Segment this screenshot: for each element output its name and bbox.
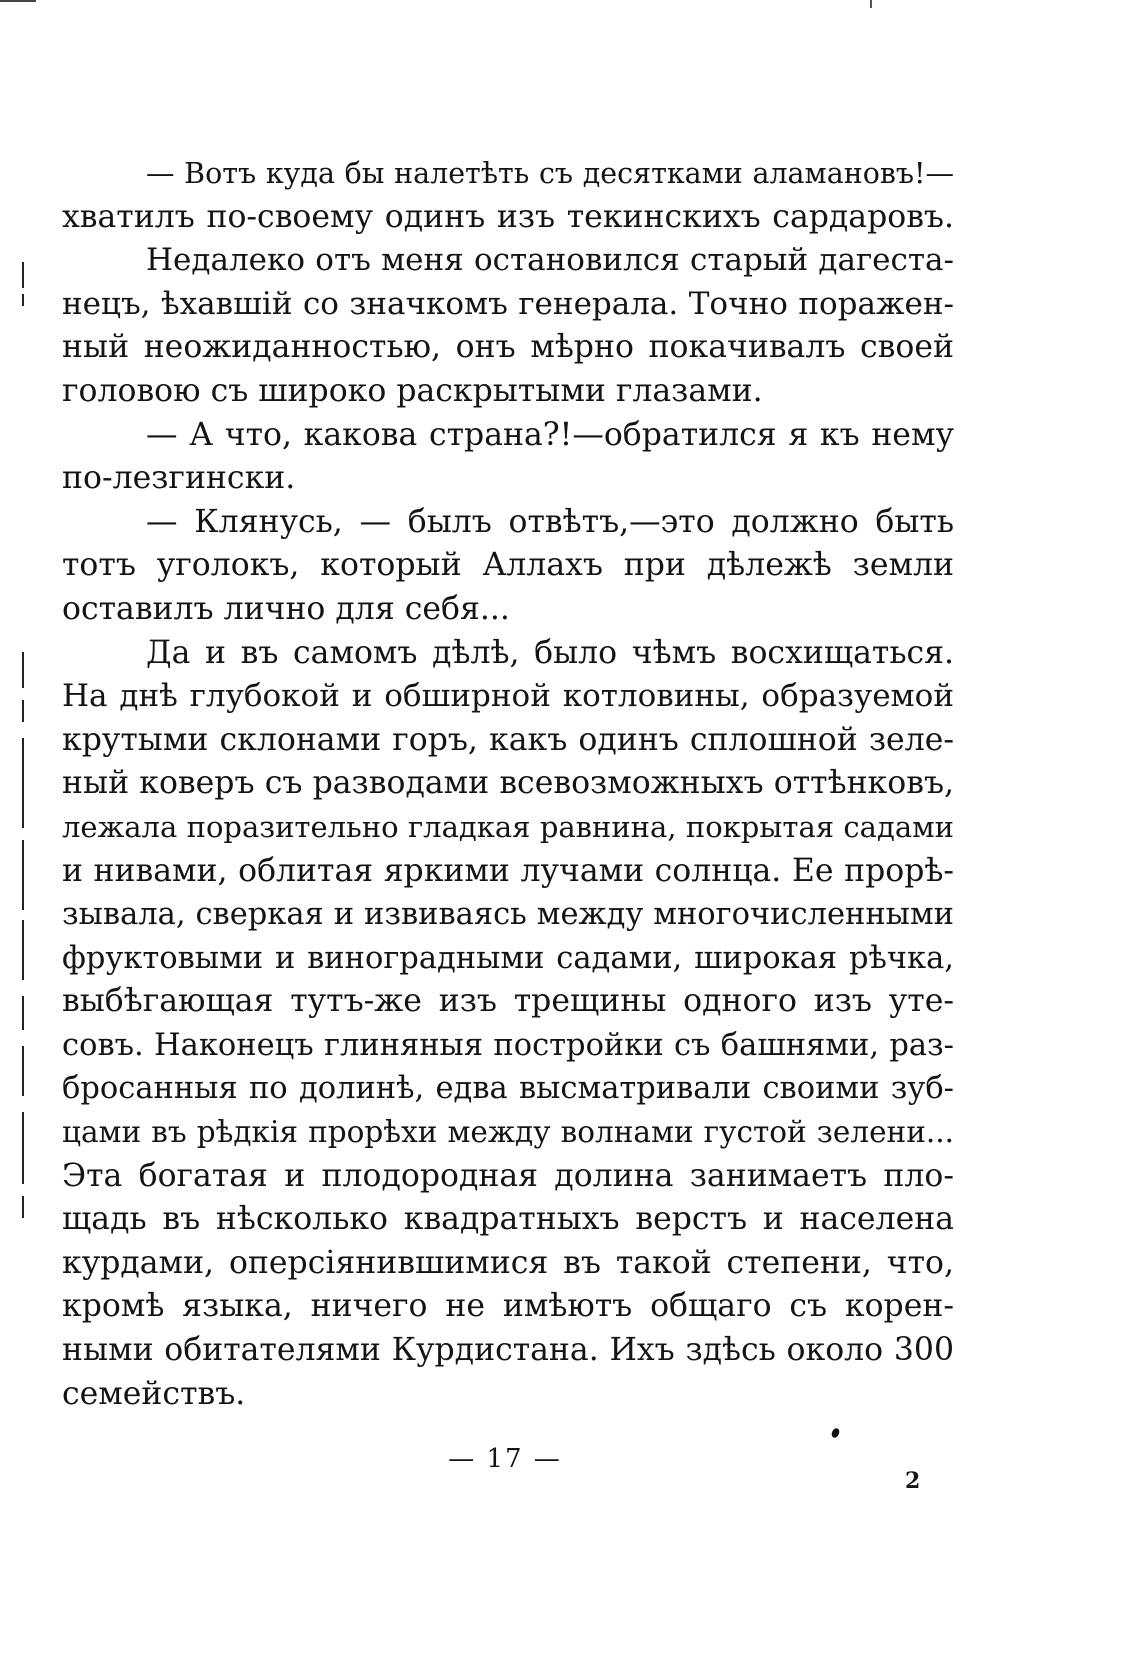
text-line: зывала, сверкая и извиваясь между многочисленными xyxy=(62,897,954,933)
text-line: совъ. Наконецъ глиняныя постройки съ башнями, раз- xyxy=(62,1027,954,1063)
text-line: и нивами, облитая яркими лучами солнца. Ее прорѣ- xyxy=(62,852,954,889)
text-line: курдами, оперсіянившимися въ такой степени, что, xyxy=(62,1244,954,1281)
text-line: оставилъ лично для себя... xyxy=(62,590,510,627)
body-text xyxy=(62,152,954,1416)
ink-dot xyxy=(830,1427,841,1439)
top-mark xyxy=(870,0,872,8)
text-line: выбѣгающая тутъ-же изъ трещины одного изъ уте- xyxy=(62,983,954,1020)
text-line: цами въ рѣдкія прорѣхи между волнами густой зелени... xyxy=(62,1115,954,1150)
margin-mark xyxy=(22,738,24,828)
signature-mark: 2 xyxy=(905,1468,921,1494)
text-line: ный коверъ съ разводами всевозможныхъ оттѣнковъ, xyxy=(62,765,954,802)
margin-mark xyxy=(22,840,24,910)
text-line: тотъ уголокъ, который Аллахъ при дѣлежѣ земли xyxy=(62,547,954,584)
text-line: На днѣ глубокой и обширной котловины, образуемой xyxy=(62,678,954,715)
page-number: — 17 — xyxy=(448,1444,562,1474)
text-line: по-лезгински. xyxy=(62,460,296,497)
text-line: ный неожиданностью, онъ мѣрно покачивалъ своей xyxy=(62,329,954,366)
margin-mark xyxy=(22,652,24,688)
text-line: Недалеко отъ меня остановился старый дагеста- xyxy=(146,242,954,279)
text-line: ными обитателями Курдистана. Ихъ здѣсь около 300 xyxy=(62,1332,954,1369)
margin-mark xyxy=(22,294,24,306)
margin-mark xyxy=(22,1046,24,1096)
text-line: Да и въ самомъ дѣлѣ, было чѣмъ восхищаться. xyxy=(146,634,954,671)
text-line: лежала поразительно гладкая равнина, покрытая садами xyxy=(62,809,954,844)
text-line: щадь въ нѣсколько квадратныхъ верстъ и населена xyxy=(62,1201,954,1238)
text-line: — Клянусь, — былъ отвѣтъ,—это должно быть xyxy=(146,503,954,540)
text-line: нецъ, ѣхавшій со значкомъ генерала. Точно поражен- xyxy=(62,285,954,322)
margin-mark xyxy=(22,262,24,288)
margin-mark xyxy=(22,700,24,722)
margin-mark xyxy=(22,1196,24,1218)
margin-mark xyxy=(22,1112,24,1184)
top-rule xyxy=(0,0,36,2)
text-line: — Вотъ куда бы налетѣть съ десятками аламановъ!— xyxy=(146,157,954,190)
text-line: — А что, какова страна?!—обратился я къ нему xyxy=(146,416,954,453)
text-line: головою съ широко раскрытыми глазами. xyxy=(62,372,763,409)
margin-mark xyxy=(22,920,24,980)
text-line: кромѣ языка, ничего не имѣютъ общаго съ корен- xyxy=(62,1288,954,1325)
text-line: крутыми склонами горъ, какъ одинъ сплошной зеле- xyxy=(62,721,954,758)
text-line: хватилъ по-своему одинъ изъ текинскихъ сардаровъ. xyxy=(62,198,954,235)
text-line: бросанныя по долинѣ, едва высматривали своими зуб- xyxy=(62,1071,954,1107)
margin-mark xyxy=(22,996,24,1030)
text-line: семействъ. xyxy=(62,1375,246,1412)
text-line: фруктовыми и виноградными садами, широкая рѣчка, xyxy=(62,940,954,976)
text-line: Эта богатая и плодородная долина занимаетъ пло- xyxy=(62,1157,954,1194)
